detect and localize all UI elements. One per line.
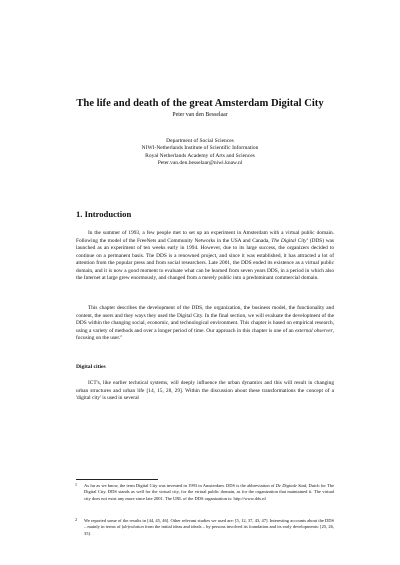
- affiliation-department: Department of Social Sciences: [166, 138, 234, 144]
- paragraph-2: [76, 305, 334, 343]
- footnote-1-body: [76, 483, 334, 502]
- affiliation-block: [40, 138, 360, 168]
- paragraph-2-text-a: This chapter describes the development of the DDS, the organization, the business model, the functionality and content, the users and they ways they used the Digital City. In the final section, we will evaluate the development of the DDS within the changing social, economic, and technological environment. This chapter is based on empirical research, using a variety of methods and over a longer period of time. Our approach in this chapter is one of an: [76, 305, 334, 334]
- affiliation-academy: Royal Netherlands Academy of Arts and Sciences: [145, 152, 255, 159]
- footnote-2-text-c: from the initial ideas and ideals – by persons involved its foundation and its early developments: [25, 26, 35].: [84, 524, 334, 536]
- footnote-divider: [76, 479, 158, 480]
- paragraph-1-text-b: (DDS) was launched as an experiment of ten weeks early in 1994. However, due to its large success, the organizers decided to continue on a permanent basis. The DDS is a renowned project, and since it was established, it has attracted a lot of attention from the popular press and from social researchers. Late 2001, the DDS ended its existence as a virtual public domain, and it is now a good moment to evaluate what can be learned from seven years DDS, in a period in which also the Internet at large grew enormously, and changed from a merely public into a predominant commercial domain.: [76, 237, 335, 281]
- paragraph-1-italic: The Digital City: [271, 237, 307, 244]
- paragraph-1-text-a: In the summer of 1993, a few people met to set up an experiment in Amsterdam with a virtual public domain. Following the model of the FreeNets and Community Networks in the USA and Canada,: [76, 230, 334, 244]
- footnote-ref-2[interactable]: 2: [120, 334, 122, 338]
- footnote-2-number: 2: [75, 517, 77, 522]
- footnote-1: [76, 483, 334, 502]
- paragraph-2-text-b: , focusing on the user.: [76, 327, 335, 341]
- section-heading: 1. Introduction: [76, 209, 132, 219]
- paragraph-3: ICT's, like earlier technical systems, will deeply influence the urban dynamics and this will result in changing urban structures and urban life [14, 15, 28, 29]. Within the discussion about these transformations the concept of a 'digital city' is used in several: [76, 380, 334, 401]
- footnote-1-number: 1: [75, 482, 77, 487]
- footnote-1-text-a: As far as we know, the term Digital City was invented in 1993 in Amsterdam. DDS is the abbreviation of: [84, 483, 276, 488]
- affiliation-email: Peter.van.den.besselaar@niwi.knaw.nl: [157, 160, 243, 167]
- footnote-ref-1[interactable]: 1: [306, 236, 309, 241]
- footnote-2-text-b: ): [127, 524, 129, 530]
- subsection-heading: Digital cities: [76, 364, 106, 370]
- footnote-2-italic-2: volution: [128, 524, 144, 530]
- footnote-2-body: [76, 518, 334, 537]
- footnote-1-italic: De Digitale Stad: [275, 483, 307, 488]
- paper-title: The life and death of the great Amsterdam Digital City: [76, 98, 324, 109]
- paragraph-2-italic: external observer: [295, 327, 333, 334]
- affiliation-institute: NIWI-Netherlands Institute of Scientific Information: [141, 145, 259, 152]
- paragraph-1: [76, 230, 334, 283]
- footnote-1-text-b: , Dutch for The Digital City. DDS stands as well for the virtual city, for the virtual public domain, as for the organization that maintained it. The virtual city does not exist any more since late 2001. The URL of the DDS organization is: http://www.dds.nl: [84, 483, 334, 501]
- author-name: Peter van den Besselaar: [172, 112, 228, 118]
- footnote-2-italic: de: [123, 524, 128, 530]
- footnote-2: [76, 518, 334, 537]
- footnote-2-text-a: We reported some of the results in [44, 45, 46]. Other relevant studies we used are: [5, 12, 37, 43, 47]. Interesting accounts about the DDS – mainly in terms of (: [84, 518, 334, 530]
